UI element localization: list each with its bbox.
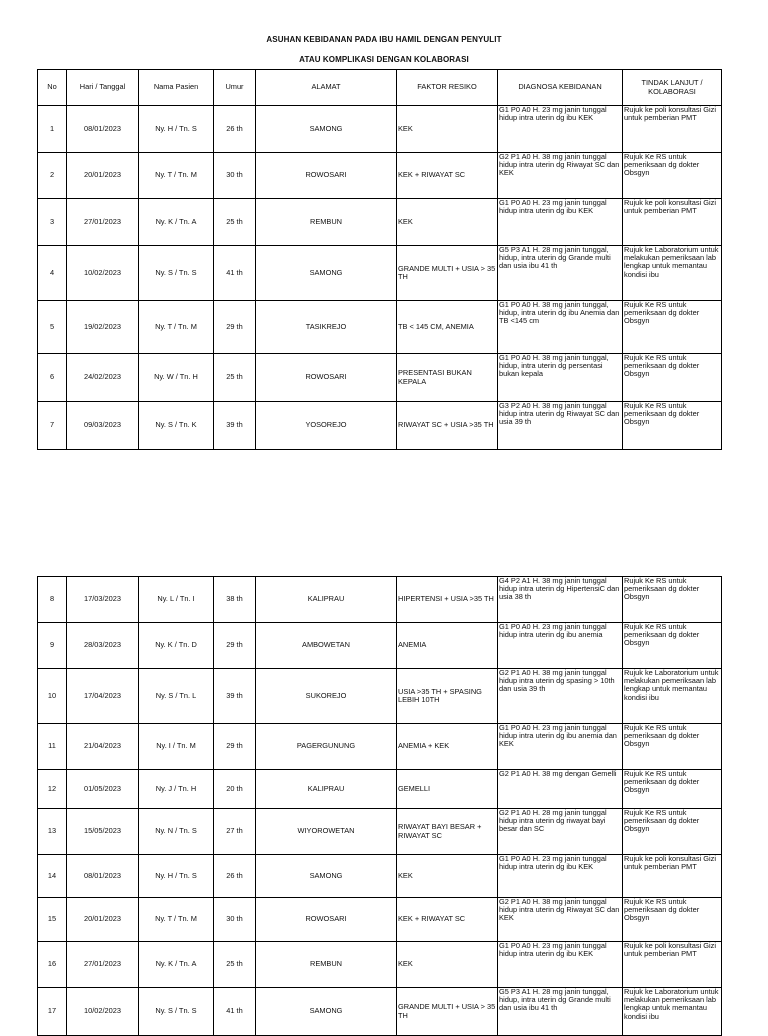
row-risk-factor: GRANDE MULTI + USIA > 35 TH xyxy=(397,988,498,1036)
row-no: 16 xyxy=(38,942,67,988)
row-age: 25 th xyxy=(214,199,256,246)
row-no: 10 xyxy=(38,669,67,724)
row-follow-up: Rujuk Ke RS untuk pemeriksaan dg dokter Obsgyn xyxy=(623,623,722,669)
row-follow-up: Rujuk ke Laboratorium untuk melakukan pemeriksaan lab lengkap untuk memantau kondisi ibu xyxy=(623,246,722,301)
row-diagnosis: G1 P0 A0 H. 23 mg janin tunggal hidup intra uterin dg ibu KEK xyxy=(498,942,623,988)
row-risk-factor: GEMELLI xyxy=(397,770,498,809)
row-patient-name: Ny. W / Tn. H xyxy=(139,354,214,402)
row-no: 4 xyxy=(38,246,67,301)
row-patient-name: Ny. K / Tn. A xyxy=(139,942,214,988)
row-follow-up: Rujuk Ke RS untuk pemeriksaan dg dokter Obsgyn xyxy=(623,809,722,855)
row-address: PAGERGUNUNG xyxy=(256,724,397,770)
table-row xyxy=(38,770,722,809)
row-no: 13 xyxy=(38,809,67,855)
row-diagnosis: G2 P1 A0 H. 38 mg janin tunggal hidup intra uterin dg spasing > 10th dan usia 39 th xyxy=(498,669,623,724)
row-address: KALIPRAU xyxy=(256,577,397,623)
row-risk-factor: USIA >35 TH + SPASING LEBIH 10TH xyxy=(397,669,498,724)
row-diagnosis: G3 P2 A0 H. 38 mg janin tunggal hidup intra uterin dg Riwayat SC dan usia 39 th xyxy=(498,402,623,450)
row-follow-up: Rujuk ke Laboratorium untuk melakukan pemeriksaan lab lengkap untuk memantau kondisi ibu xyxy=(623,988,722,1036)
row-follow-up: Rujuk Ke RS untuk pemeriksaan dg dokter Obsgyn xyxy=(623,301,722,354)
table-row xyxy=(38,402,722,450)
row-risk-factor: KEK + RIWAYAT SC xyxy=(397,153,498,199)
row-diagnosis: G2 P1 A0 H. 38 mg janin tunggal hidup intra uterin dg Riwayat SC dan KEK xyxy=(498,898,623,942)
row-age: 39 th xyxy=(214,669,256,724)
row-age: 25 th xyxy=(214,942,256,988)
table-row xyxy=(38,577,722,623)
row-age: 25 th xyxy=(214,354,256,402)
row-diagnosis: G1 P0 A0 H. 23 mg janin tunggal hidup intra uterin dg ibu anemia xyxy=(498,623,623,669)
row-date: 21/04/2023 xyxy=(67,724,139,770)
row-risk-factor: RIWAYAT SC + USIA >35 TH xyxy=(397,402,498,450)
row-risk-factor: PRESENTASI BUKAN KEPALA xyxy=(397,354,498,402)
header-date: Hari / Tanggal xyxy=(67,70,139,106)
row-date: 08/01/2023 xyxy=(67,855,139,898)
row-diagnosis: G4 P2 A1 H. 38 mg janin tunggal hidup intra uterin dg HipertensiC dan usia 38 th xyxy=(498,577,623,623)
row-no: 14 xyxy=(38,855,67,898)
row-address: REMBUN xyxy=(256,942,397,988)
row-date: 09/03/2023 xyxy=(67,402,139,450)
row-age: 29 th xyxy=(214,623,256,669)
row-address: REMBUN xyxy=(256,199,397,246)
table-row xyxy=(38,623,722,669)
row-age: 39 th xyxy=(214,402,256,450)
row-diagnosis: G5 P3 A1 H. 28 mg janin tunggal, hidup, intra uterin dg Grande multi dan usia ibu 41 th xyxy=(498,988,623,1036)
row-risk-factor: GRANDE MULTI + USIA > 35 TH xyxy=(397,246,498,301)
row-patient-name: Ny. H / Tn. S xyxy=(139,106,214,153)
row-follow-up: Rujuk Ke RS untuk pemeriksaan dg dokter Obsgyn xyxy=(623,402,722,450)
row-risk-factor: KEK + RIWAYAT SC xyxy=(397,898,498,942)
row-no: 12 xyxy=(38,770,67,809)
table-row xyxy=(38,354,722,402)
row-address: TASIKREJO xyxy=(256,301,397,354)
row-address: SAMONG xyxy=(256,246,397,301)
row-no: 3 xyxy=(38,199,67,246)
row-address: YOSOREJO xyxy=(256,402,397,450)
table-row xyxy=(38,246,722,301)
row-follow-up: Rujuk ke poli konsultasi Gizi untuk pemberian PMT xyxy=(623,106,722,153)
row-age: 29 th xyxy=(214,301,256,354)
row-patient-name: Ny. H / Tn. S xyxy=(139,855,214,898)
row-diagnosis: G1 P0 A0 H. 23 mg janin tunggal hidup intra uterin dg ibu anemia dan KEK xyxy=(498,724,623,770)
table-row xyxy=(38,106,722,153)
row-no: 6 xyxy=(38,354,67,402)
row-patient-name: Ny. T / Tn. M xyxy=(139,301,214,354)
row-patient-name: Ny. J / Tn. H xyxy=(139,770,214,809)
row-no: 17 xyxy=(38,988,67,1036)
row-address: SAMONG xyxy=(256,106,397,153)
row-patient-name: Ny. S / Tn. S xyxy=(139,988,214,1036)
row-age: 30 th xyxy=(214,898,256,942)
row-age: 20 th xyxy=(214,770,256,809)
header-name: Nama Pasien xyxy=(139,70,214,106)
row-diagnosis: G1 P0 A0 H. 23 mg janin tunggal hidup intra uterin dg ibu KEK xyxy=(498,199,623,246)
row-patient-name: Ny. K / Tn. D xyxy=(139,623,214,669)
row-age: 41 th xyxy=(214,246,256,301)
row-no: 1 xyxy=(38,106,67,153)
row-no: 11 xyxy=(38,724,67,770)
care-table-page-1 xyxy=(37,69,722,450)
row-address: KALIPRAU xyxy=(256,770,397,809)
row-date: 20/01/2023 xyxy=(67,153,139,199)
table-row xyxy=(38,942,722,988)
row-address: SAMONG xyxy=(256,855,397,898)
document-subtitle: ATAU KOMPLIKASI DENGAN KOLABORASI xyxy=(299,55,469,64)
row-patient-name: Ny. T / Tn. M xyxy=(139,153,214,199)
row-follow-up: Rujuk ke poli konsultasi Gizi untuk pemberian PMT xyxy=(623,199,722,246)
row-diagnosis: G1 P0 A0 H. 38 mg janin tunggal, hidup, intra uterin dg persentasi bukan kepala xyxy=(498,354,623,402)
header-address: ALAMAT xyxy=(256,70,397,106)
row-patient-name: Ny. L / Tn. I xyxy=(139,577,214,623)
row-address: ROWOSARI xyxy=(256,898,397,942)
row-age: 26 th xyxy=(214,106,256,153)
row-patient-name: Ny. K / Tn. A xyxy=(139,199,214,246)
row-follow-up: Rujuk Ke RS untuk pemeriksaan dg dokter Obsgyn xyxy=(623,770,722,809)
row-risk-factor: RIWAYAT BAYI BESAR + RIWAYAT SC xyxy=(397,809,498,855)
table-row xyxy=(38,898,722,942)
row-patient-name: Ny. S / Tn. S xyxy=(139,246,214,301)
row-risk-factor: ANEMIA xyxy=(397,623,498,669)
row-diagnosis: G1 P0 A0 H. 38 mg janin tunggal, hidup, intra uterin dg ibu Anemia dan TB <145 cm xyxy=(498,301,623,354)
row-follow-up: Rujuk Ke RS untuk pemeriksaan dg dokter Obsgyn xyxy=(623,898,722,942)
row-diagnosis: G2 P1 A0 H. 28 mg janin tunggal hidup intra uterin dg riwayat bayi besar dan SC xyxy=(498,809,623,855)
header-no: No xyxy=(38,70,67,106)
row-follow-up: Rujuk Ke RS untuk pemeriksaan dg dokter Obsgyn xyxy=(623,354,722,402)
row-follow-up: Rujuk ke poli konsultasi Gizi untuk pemberian PMT xyxy=(623,942,722,988)
row-date: 19/02/2023 xyxy=(67,301,139,354)
row-diagnosis: G1 P0 A0 H. 23 mg janin tunggal hidup intra uterin dg ibu KEK xyxy=(498,855,623,898)
row-no: 8 xyxy=(38,577,67,623)
row-follow-up: Rujuk Ke RS untuk pemeriksaan dg dokter Obsgyn xyxy=(623,577,722,623)
row-date: 01/05/2023 xyxy=(67,770,139,809)
header-risk: FAKTOR RESIKO xyxy=(397,70,498,106)
row-risk-factor: HIPERTENSI + USIA >35 TH xyxy=(397,577,498,623)
row-age: 26 th xyxy=(214,855,256,898)
row-address: ROWOSARI xyxy=(256,354,397,402)
table-row xyxy=(38,153,722,199)
row-risk-factor: KEK xyxy=(397,106,498,153)
row-age: 30 th xyxy=(214,153,256,199)
row-risk-factor: TB < 145 CM, ANEMIA xyxy=(397,301,498,354)
row-date: 17/03/2023 xyxy=(67,577,139,623)
table-row xyxy=(38,199,722,246)
row-date: 10/02/2023 xyxy=(67,246,139,301)
row-follow-up: Rujuk ke Laboratorium untuk melakukan pemeriksaan lab lengkap untuk memantau kondisi ibu xyxy=(623,669,722,724)
row-patient-name: Ny. N / Tn. S xyxy=(139,809,214,855)
row-date: 27/01/2023 xyxy=(67,199,139,246)
row-date: 28/03/2023 xyxy=(67,623,139,669)
row-address: WIYOROWETAN xyxy=(256,809,397,855)
row-address: SAMONG xyxy=(256,988,397,1036)
row-no: 5 xyxy=(38,301,67,354)
row-patient-name: Ny. S / Tn. K xyxy=(139,402,214,450)
row-date: 15/05/2023 xyxy=(67,809,139,855)
row-age: 41 th xyxy=(214,988,256,1036)
row-date: 20/01/2023 xyxy=(67,898,139,942)
row-date: 08/01/2023 xyxy=(67,106,139,153)
row-patient-name: Ny. S / Tn. L xyxy=(139,669,214,724)
care-table-page-2 xyxy=(37,576,722,1036)
header-age: Umur xyxy=(214,70,256,106)
header-diagnosis: DIAGNOSA KEBIDANAN xyxy=(498,70,623,106)
table-row xyxy=(38,855,722,898)
row-no: 2 xyxy=(38,153,67,199)
row-date: 27/01/2023 xyxy=(67,942,139,988)
row-age: 38 th xyxy=(214,577,256,623)
document-title: ASUHAN KEBIDANAN PADA IBU HAMIL DENGAN PENYULIT xyxy=(266,35,502,44)
row-follow-up: Rujuk Ke RS untuk pemeriksaan dg dokter Obsgyn xyxy=(623,724,722,770)
row-diagnosis: G5 P3 A1 H. 28 mg janin tunggal, hidup, intra uterin dg Grande multi dan usia ibu 41 th xyxy=(498,246,623,301)
row-risk-factor: KEK xyxy=(397,855,498,898)
table-row xyxy=(38,724,722,770)
row-follow-up: Rujuk ke poli konsultasi Gizi untuk pemberian PMT xyxy=(623,855,722,898)
row-diagnosis: G1 P0 A0 H. 23 mg janin tunggal hidup intra uterin dg ibu KEK xyxy=(498,106,623,153)
table-row xyxy=(38,301,722,354)
row-risk-factor: ANEMIA + KEK xyxy=(397,724,498,770)
row-no: 7 xyxy=(38,402,67,450)
row-address: AMBOWETAN xyxy=(256,623,397,669)
row-patient-name: Ny. I / Tn. M xyxy=(139,724,214,770)
header-action: TINDAK LANJUT / KOLABORASI xyxy=(623,70,722,106)
row-follow-up: Rujuk Ke RS untuk pemeriksaan dg dokter Obsgyn xyxy=(623,153,722,199)
row-date: 10/02/2023 xyxy=(67,988,139,1036)
row-risk-factor: KEK xyxy=(397,942,498,988)
row-risk-factor: KEK xyxy=(397,199,498,246)
row-date: 24/02/2023 xyxy=(67,354,139,402)
row-patient-name: Ny. T / Tn. M xyxy=(139,898,214,942)
row-address: SUKOREJO xyxy=(256,669,397,724)
row-no: 15 xyxy=(38,898,67,942)
row-age: 29 th xyxy=(214,724,256,770)
row-no: 9 xyxy=(38,623,67,669)
row-age: 27 th xyxy=(214,809,256,855)
row-address: ROWOSARI xyxy=(256,153,397,199)
table-header-row xyxy=(38,70,722,106)
row-diagnosis: G2 P1 A0 H. 38 mg janin tunggal hidup intra uterin dg Riwayat SC dan KEK xyxy=(498,153,623,199)
table-row xyxy=(38,669,722,724)
table-row xyxy=(38,988,722,1036)
table-row xyxy=(38,809,722,855)
row-diagnosis: G2 P1 A0 H. 38 mg dengan Gemelli xyxy=(498,770,623,809)
row-date: 17/04/2023 xyxy=(67,669,139,724)
